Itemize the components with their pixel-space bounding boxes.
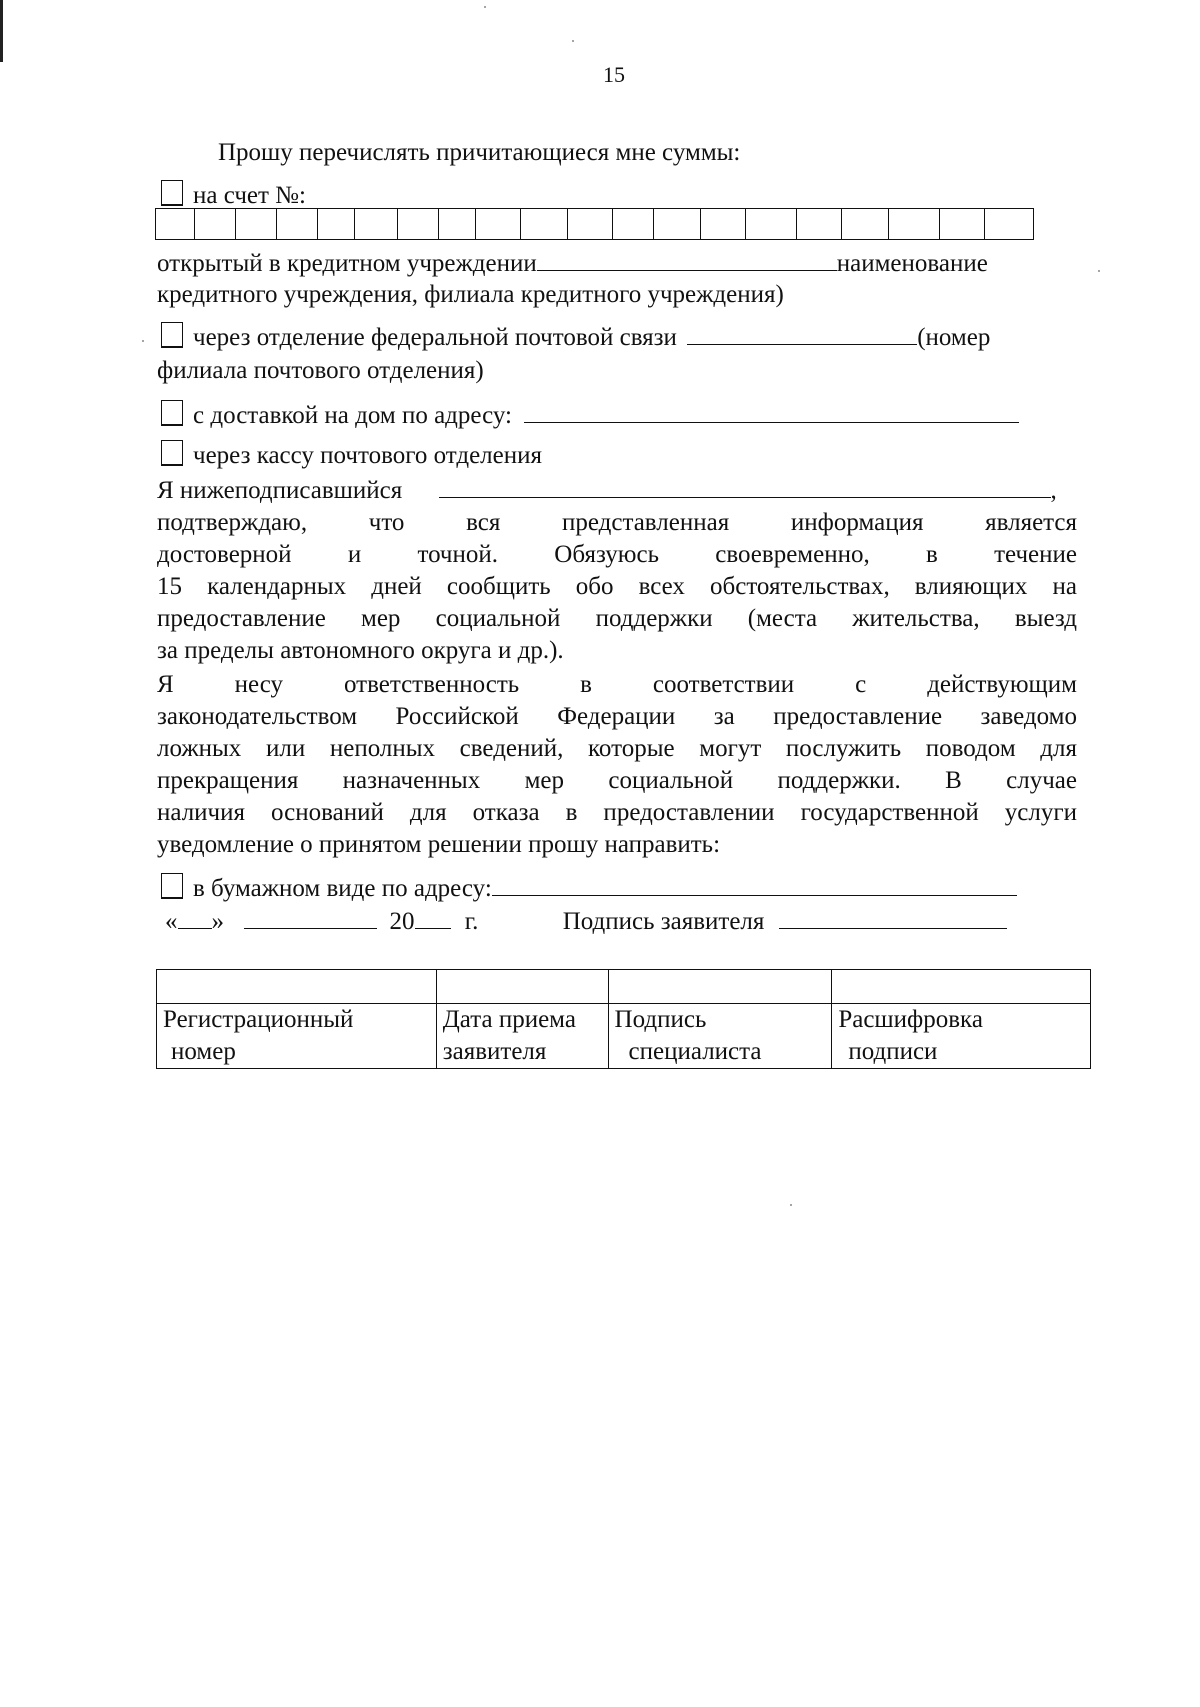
responsibility-line: уведомление о принятом решении прошу направить: [157,831,721,858]
confirm-line: подтверждаю, что вся представленная информация является [157,509,1077,536]
account-digit-cell[interactable] [985,209,1034,240]
page-number: 15 [603,62,625,87]
post-checkbox[interactable] [161,322,183,348]
year-prefix: 20 [389,908,415,935]
option-cash-label: через кассу почтового отделения [193,442,542,469]
account-digit-cell[interactable] [318,209,355,240]
account-digit-cell[interactable] [940,209,985,240]
account-digit-cell[interactable] [476,209,521,240]
option-post [161,322,990,353]
account-digit-cell[interactable] [746,209,797,240]
scan-edge-mark [0,0,3,62]
month-blank[interactable] [244,906,377,929]
date-signature-line [165,906,1007,937]
registration-table [156,969,1091,1069]
registration-number-header [157,1004,437,1069]
credit-institution-blank[interactable] [537,248,837,271]
account-digit-cell[interactable] [842,209,889,240]
account-checkbox[interactable] [161,180,183,206]
day-blank[interactable] [178,906,212,929]
responsibility-line: Я несу ответственность в соответствии с действующим [157,671,1077,698]
registration-blank-cell[interactable] [157,970,437,1004]
account-digit-cell[interactable] [613,209,654,240]
registration-blank-cell[interactable] [608,970,832,1004]
option-account [161,180,306,211]
paper-address-blank[interactable] [492,873,1017,896]
date-close-quote: » [211,908,224,935]
credit-institution-prefix: открытый в кредитном учреждении [157,250,537,277]
specialist-signature-header [608,1004,832,1069]
account-number-row [156,209,1034,240]
scan-speck [1098,270,1100,272]
registration-header-row [157,1004,1091,1069]
option-paper [161,873,1017,904]
home-delivery-checkbox[interactable] [161,400,183,426]
header-line2: специалиста [628,1038,762,1065]
credit-institution-suffix: наименование [836,250,988,277]
account-digit-cell[interactable] [236,209,277,240]
signatory-prefix: Я нижеподписавшийся [157,477,403,504]
year-suffix: г. [464,908,479,935]
account-digit-cell[interactable] [277,209,318,240]
responsibility-line: законодательством Российской Федерации за предоставление заведомо [157,703,1077,730]
account-digit-cell[interactable] [195,209,236,240]
responsibility-paragraph [157,669,1077,861]
scan-speck [572,40,574,42]
receipt-date-header [436,1004,608,1069]
paper-checkbox[interactable] [161,873,183,899]
confirm-paragraph [157,507,1077,667]
year-blank[interactable] [415,906,451,929]
header-line1: Расшифровка [838,1006,983,1033]
header-line2: заявителя [442,1038,547,1065]
header-line1: Дата приема [442,1006,576,1033]
date-open-quote: « [165,908,178,935]
scan-speck [790,1204,792,1206]
account-digit-cell[interactable] [701,209,746,240]
applicant-signature-blank[interactable] [779,906,1007,929]
account-digit-cell[interactable] [797,209,842,240]
option-paper-label: в бумажном виде по адресу: [193,875,492,902]
account-digit-cell[interactable] [521,209,568,240]
option-home-label: с доставкой на дом по адресу: [193,402,513,429]
account-number-grid [155,208,1034,240]
header-line2: номер [171,1038,236,1065]
account-digit-cell[interactable] [654,209,701,240]
option-account-label: на счет №: [193,182,306,209]
account-digit-cell[interactable] [439,209,476,240]
header-line2: подписи [848,1038,938,1065]
header-line1: Регистрационный [163,1006,354,1033]
account-digit-cell[interactable] [398,209,439,240]
confirm-line: достоверной и точной. Обязуюсь своевременно, в течение [157,541,1077,568]
signatory-line [157,475,1057,506]
responsibility-line: наличия оснований для отказа в предоставлении государственной услуги [157,799,1077,826]
responsibility-line: прекращения назначенных мер социальной поддержки. В случае [157,767,1077,794]
intro-text: Прошу перечислять причитающиеся мне суммы: [218,139,741,166]
credit-institution-line2: кредитного учреждения, филиала кредитного учреждения) [157,281,784,308]
option-home [161,400,1019,431]
account-digit-cell[interactable] [568,209,613,240]
account-digit-cell[interactable] [889,209,940,240]
home-address-blank[interactable] [524,400,1019,423]
option-post-line2: филиала почтового отделения) [157,357,484,384]
post-branch-blank[interactable] [687,322,917,345]
option-post-label: через отделение федеральной почтовой связи [193,324,677,351]
account-digit-cell[interactable] [156,209,195,240]
cash-checkbox[interactable] [161,440,183,466]
registration-blank-cell[interactable] [832,970,1091,1004]
responsibility-line: ложных или неполных сведений, которые могут послужить поводом для [157,735,1077,762]
scan-speck [484,6,486,8]
confirm-line: предоставление мер социальной поддержки (места жительства, выезд [157,605,1077,632]
signature-label: Подпись заявителя [562,908,765,935]
option-post-suffix: (номер [917,324,991,351]
signature-transcript-header [832,1004,1091,1069]
account-digit-cell[interactable] [355,209,398,240]
confirm-line: 15 календарных дней сообщить обо всех обстоятельствах, влияющих на [157,573,1077,600]
option-cash [161,440,542,471]
scan-speck [142,340,144,342]
credit-institution-line [157,248,988,279]
registration-blank-row [157,970,1091,1004]
signatory-comma: , [1050,477,1057,504]
signatory-name-blank[interactable] [439,475,1051,498]
registration-blank-cell[interactable] [436,970,608,1004]
header-line1: Подпись [614,1006,707,1033]
confirm-line: за пределы автономного округа и др.). [157,637,564,664]
